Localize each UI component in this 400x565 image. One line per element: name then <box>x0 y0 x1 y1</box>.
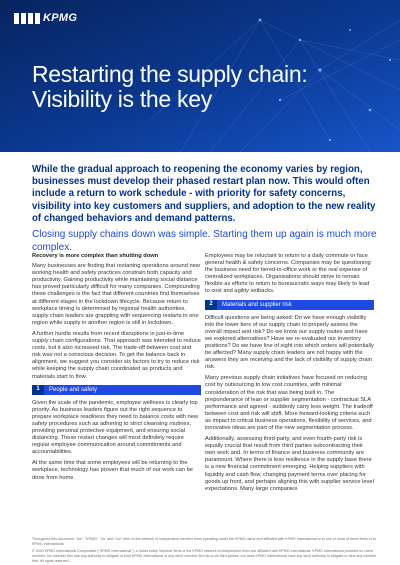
left-column <box>32 253 201 486</box>
section-label: Materials and supplier risk <box>217 300 374 310</box>
body-paragraph: A further hurdle results from recent disruptions in just-in-time supply chain configurations. That approach was intended to reduce costs, but it also increased risk. The trade-off between cost and risk was not a conscious decision. To get the balance back in alignment, we suggest you consider six factors to try to reduce risk while keeping the supply chain coordinated as products and materials start to flow. <box>32 330 201 380</box>
kpmg-logo-text: KPMG <box>43 12 78 24</box>
right-column <box>205 253 374 497</box>
legal-footer <box>32 537 382 565</box>
footer-line: Throughout this document, "we", "KPMG", "us" and "our" refer to the network of independent member firms operating under the KPMG name and affiliated with KPMG International or to one or more of these firms or to KPMG International. <box>32 537 376 546</box>
intro-subheading: Closing supply chains down was simple. Starting them up again is much more complex. <box>32 229 377 253</box>
body-paragraph: Many previous supply chain initiatives have focused on reducing cost by outsourcing to low cost countries, with minimal consideration of the risk that was being built in. The preponderance of lean or supplier segmentation - contractual SLA performance and agreed - suddenly carry less weight. The tradeoff between cost and risk will shift. More forward-looking criteria such as impact to critical business operations, flexibility of services, and innovative ideas are part of the new segmentation process. <box>205 375 373 431</box>
body-paragraph: Many businesses are finding that restarting operations around new working health and safety practices constrain both capacity and productivity. Gaining productivity while maintaining social distance has proved particularly difficult for many companies. Compounding these challenges is the fact that different countries find themselves at different stages in the lockdown lifecycle. Because return to workplace timing is determined by regional health authorities, supply chain leaders are grappling with sequencing restarts in one region while supply in another region is still in lockdown. <box>32 263 200 326</box>
page-title <box>32 62 307 112</box>
section-number: 2 <box>205 300 217 310</box>
kpmg-logo-mark-icon <box>14 13 40 24</box>
section-label: People and safety <box>44 385 201 395</box>
body-paragraph: Additionally, assessing third-party, and even fourth-party risk is equally crucial that result from third parties subcontracting their own work and. In terms of finance and business community are paramount. Where there is less resilience in the supply base there is a new financial commitment emerging. Helping suppliers with liquidity and cash flow, changing payment terms over placing for goods up front, and perhaps aligning this with supplier service level expectations. Many large companies <box>205 436 374 492</box>
hero-banner <box>0 0 400 152</box>
section-bar-materials-and-supplier-risk <box>205 300 374 310</box>
intro-lead-paragraph: While the gradual approach to reopening the economy varies by region, businesses must develop their phased restart plan now. This would often include a return to work schedule - with priority for safety concerns, visibility into key customers and suppliers, and adoption to the new reality of changed behaviors and demand patterns. <box>32 164 376 224</box>
section-number: 1 <box>32 385 44 395</box>
body-paragraph: Employees may be reluctant to return to a daily commute or face general health & safety concerns. Companies may be questioning the business need for tiered-in-office work or the real expense of centralized workplaces. Organisations should strive to remain flexible as efforts to return to bureaucratic ways may likely to lead to cost and agility setbacks. <box>205 253 371 295</box>
page-title-line-2: Visibility is the key <box>32 86 212 112</box>
body-paragraph: At the same time that some employees will be returning to the workplace, technology has proven that much of our work can be done from home. <box>32 460 193 481</box>
intro-section <box>32 164 382 254</box>
body-paragraph: Given the scale of the pandemic, employee wellness is clearly top priority. As business leaders figure out the right sequence to prepare workplace readiness they need to balance costs with new safety procedures such as adhering to strict cleansing routines, providing personal protective equipment, and ensuring social distancing. These restart changes will most definitely require regular employee communication around commitments and accountabilities. <box>32 399 198 456</box>
page-title-line-1: Restarting the supply chain: <box>32 61 308 87</box>
body-paragraph: Difficult questions are being asked: Do we have enough visibility into the lower tiers of our supply chain to properly assess the overall impact and risk? Do we know our supply routes and have we explored alternatives? Have we re-evaluated our inventory positions? Do we have line of sight into which orders will potentially be affected? Many supply chain leaders are not happy with the answers they are receiving and the lack of visibility of supply chain risk. <box>205 314 374 371</box>
section-bar-people-and-safety <box>32 385 201 395</box>
section-heading: Recovery is more complex than shutting down <box>32 253 159 259</box>
footer-line: © 2020 KPMG International Cooperative ("KPMG International"), a Swiss entity. Member firms of the KPMG network of independent firms are affiliated with KPMG International. KPMG International provides no client services. No member firm has any authority to obligate or bind KPMG International or any other member firm vis-à-vis third parties, nor does KPMG International have any such authority to obligate or bind any member firm. All rights reserved. <box>32 549 377 563</box>
kpmg-logo <box>14 12 77 24</box>
